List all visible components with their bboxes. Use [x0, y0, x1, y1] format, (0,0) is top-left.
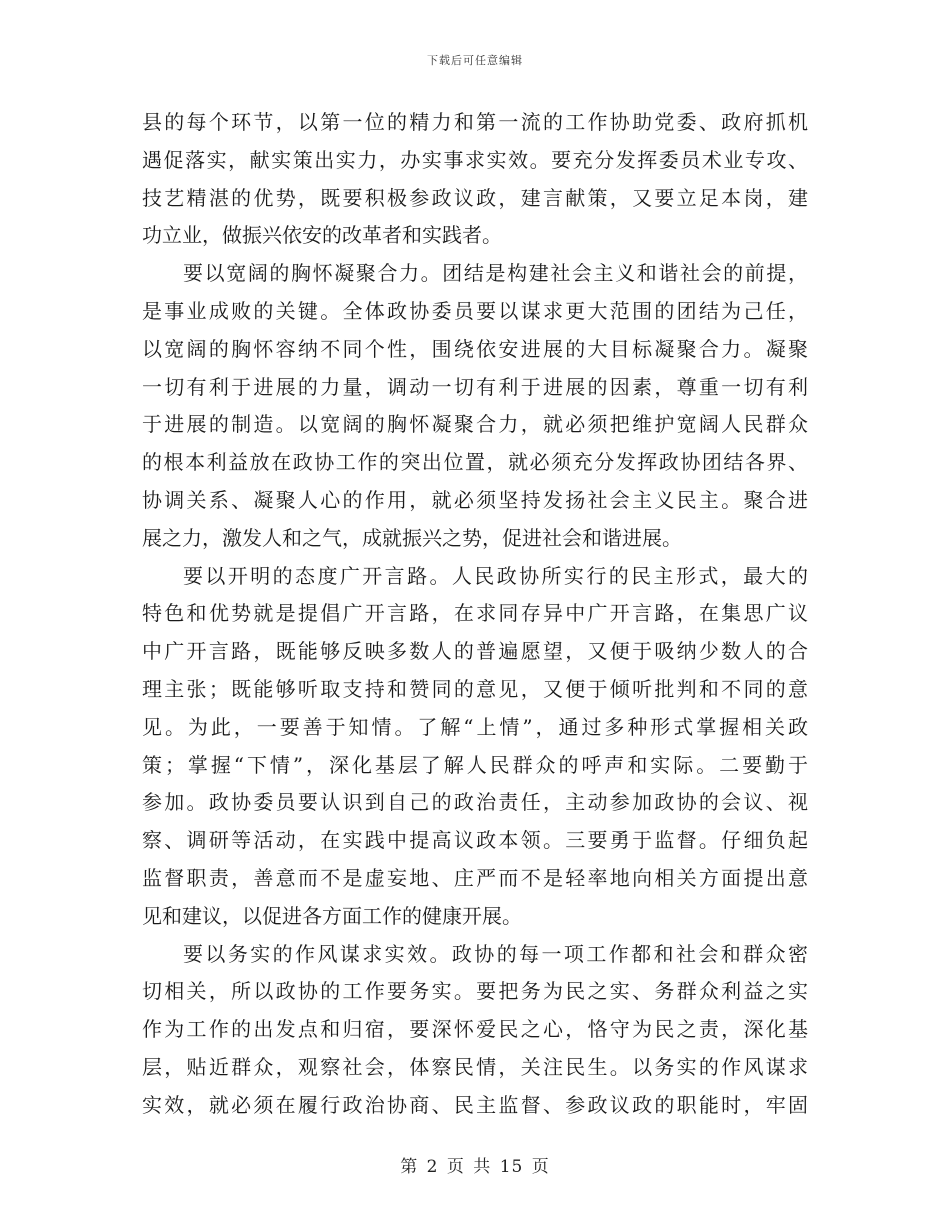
text-line: 技艺精湛的优势，既要积极参政议政，建言献策，又要立足本岗，建	[142, 185, 808, 210]
text-line: 策；掌握“下情”，深化基层了解人民群众的呼声和实际。二要勤于	[142, 752, 808, 777]
text-line: 理主张；既能够听取支持和赞同的意见，又便于倾听批判和不同的意	[142, 676, 808, 701]
text-line: 作为工作的出发点和归宿，要深怀爱民之心，恪守为民之责，深化基	[142, 1017, 808, 1042]
text-line: 于进展的制造。以宽阔的胸怀凝聚合力，就必须把维护宽阔人民群众	[142, 412, 808, 437]
text-line: 遇促落实，献实策出实力，办实事求实效。要充分发挥委员术业专攻、	[142, 147, 808, 172]
paragraph-first-line: 要以务实的作风谋求实效。政协的每一项工作都和社会和群众密	[183, 941, 808, 966]
text-line: 切相关，所以政协的工作要务实。要把务为民之实、务群众利益之实	[142, 979, 808, 1004]
text-line: 特色和优势就是提倡广开言路，在求同存异中广开言路，在集思广议	[142, 601, 808, 626]
text-line: 展之力，激发人和之气，成就振兴之势，促进社会和谐进展。	[142, 525, 682, 550]
text-line: 县的每个环节，以第一位的精力和第一流的工作协助党委、政府抓机	[142, 110, 808, 134]
text-line: 见和建议，以促进各方面工作的健康开展。	[142, 903, 522, 928]
text-line: 以宽阔的胸怀容纳不同个性，围绕依安进展的大目标凝聚合力。凝聚	[142, 336, 808, 361]
text-line: 中广开言路，既能够反映多数人的普遍愿望，又便于吸纳少数人的合	[142, 639, 808, 664]
text-line: 监督职责，善意而不是虚妄地、庄严而不是轻率地向相关方面提出意	[142, 865, 808, 890]
page-number-footer: 第 2 页 共 15 页	[400, 1157, 550, 1177]
text-line: 实效，就必须在履行政治协商、民主监督、参政议政的职能时，牢固	[142, 1092, 808, 1117]
paragraph-first-line: 要以开明的态度广开言路。人民政协所实行的民主形式，最大的	[183, 563, 808, 588]
text-line: 功立业，做振兴依安的改革者和实践者。	[142, 223, 502, 248]
paragraph-first-line: 要以宽阔的胸怀凝聚合力。团结是构建社会主义和谐社会的前提，	[183, 261, 808, 286]
text-line: 参加。政协委员要认识到自己的政治责任，主动参加政协的会议、视	[142, 790, 808, 815]
text-line: 是事业成败的关键。全体政协委员要以谋求更大范围的团结为己任，	[142, 298, 808, 323]
page-header: 下载后可任意编辑	[427, 54, 523, 67]
document-body	[142, 104, 808, 1125]
text-line: 见。为此，一要善于知情。了解“上情”，通过多种形式掌握相关政	[142, 714, 808, 739]
text-line: 察、调研等活动，在实践中提高议政本领。三要勇于监督。仔细负起	[142, 828, 808, 853]
text-line: 一切有利于进展的力量，调动一切有利于进展的因素，尊重一切有利	[142, 374, 808, 399]
text-line: 的根本利益放在政协工作的突出位置，就必须充分发挥政协团结各界、	[142, 450, 808, 475]
text-line: 层，贴近群众，观察社会，体察民情，关注民生。以务实的作风谋求	[142, 1054, 808, 1079]
text-line: 协调关系、凝聚人心的作用，就必须坚持发扬社会主义民主。聚合进	[142, 487, 808, 512]
